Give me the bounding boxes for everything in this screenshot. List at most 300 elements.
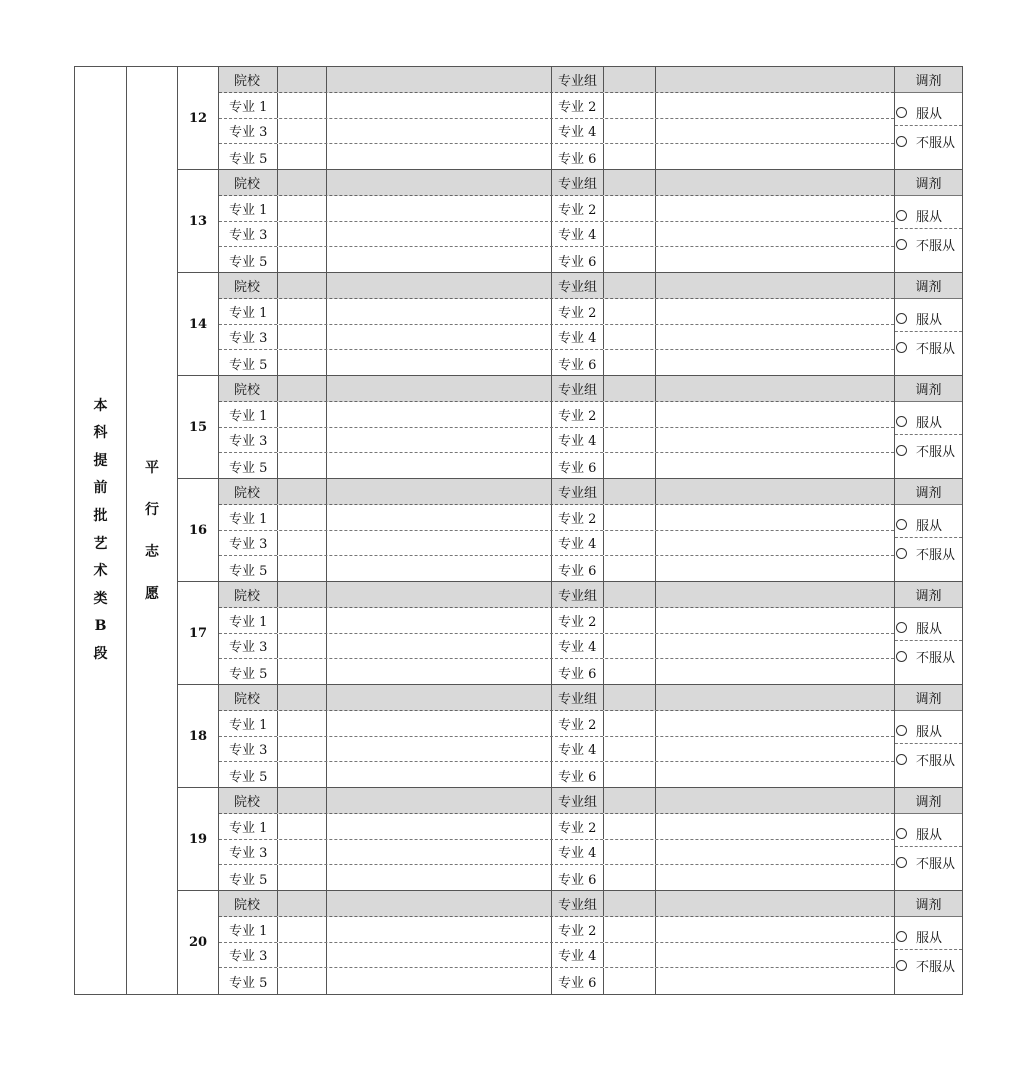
group-code-field[interactable] bbox=[603, 685, 655, 710]
major-name-field[interactable] bbox=[655, 119, 894, 144]
major-label: 专业 1 bbox=[229, 408, 268, 424]
volunteer-block bbox=[178, 685, 962, 788]
major-name-field[interactable] bbox=[655, 350, 894, 376]
major-label: 专业 3 bbox=[229, 846, 268, 862]
group-label: 专业组 bbox=[551, 273, 603, 298]
major-name-field[interactable] bbox=[655, 531, 894, 556]
school-label: 院校 bbox=[234, 382, 261, 398]
obey-label: 服从 bbox=[916, 416, 943, 431]
group-code-field[interactable] bbox=[603, 891, 655, 916]
major-name-field[interactable] bbox=[326, 93, 551, 118]
group-name-field[interactable] bbox=[655, 479, 894, 504]
school-name-field[interactable] bbox=[326, 479, 551, 504]
major-name-field[interactable] bbox=[655, 865, 894, 891]
adjust-column bbox=[894, 376, 962, 478]
school-code-field[interactable] bbox=[277, 479, 326, 504]
major-code-field[interactable] bbox=[277, 247, 326, 273]
vertical-label-char: 艺 bbox=[93, 535, 108, 552]
major-code-field[interactable] bbox=[277, 711, 326, 736]
school-code-field[interactable] bbox=[277, 582, 326, 607]
school-code-field[interactable] bbox=[277, 376, 326, 401]
major-name-field[interactable] bbox=[655, 93, 894, 118]
adjust-column bbox=[894, 582, 962, 684]
major-name-field[interactable] bbox=[326, 917, 551, 942]
major-label: 专业 1 bbox=[229, 99, 268, 115]
group-label: 专业组 bbox=[551, 376, 603, 401]
major-name-field[interactable] bbox=[655, 634, 894, 659]
major-name-field[interactable] bbox=[655, 968, 894, 994]
major-code-field[interactable] bbox=[277, 93, 326, 118]
obey-label: 服从 bbox=[916, 725, 943, 740]
group-label: 专业组 bbox=[551, 479, 603, 504]
major-label: 专业 6 bbox=[551, 350, 603, 376]
block-header-row bbox=[219, 170, 894, 196]
major-name-field[interactable] bbox=[655, 247, 894, 273]
radio-circle-icon[interactable] bbox=[896, 548, 907, 559]
group-code-field[interactable] bbox=[603, 376, 655, 401]
major-name-field[interactable] bbox=[326, 711, 551, 736]
not-obey-label: 不服从 bbox=[916, 238, 956, 254]
block-header-row bbox=[219, 273, 894, 299]
not-obey-option[interactable] bbox=[895, 540, 962, 566]
major-label: 专业 2 bbox=[551, 711, 603, 736]
adjust-header: 调剂 bbox=[895, 170, 962, 196]
vertical-label-char: 类 bbox=[93, 590, 108, 607]
major-code-field[interactable] bbox=[277, 968, 326, 994]
vertical-label-char: 平 bbox=[145, 459, 159, 476]
major-code-field[interactable] bbox=[603, 917, 655, 942]
major-code-field[interactable] bbox=[603, 943, 655, 968]
major-label: 专业 3 bbox=[229, 537, 268, 553]
adjust-header: 调剂 bbox=[895, 376, 962, 402]
major-name-field[interactable] bbox=[326, 428, 551, 453]
school-name-field[interactable] bbox=[326, 582, 551, 607]
not-obey-option[interactable] bbox=[895, 128, 962, 154]
obey-option[interactable] bbox=[895, 203, 962, 229]
adjust-header: 调剂 bbox=[895, 479, 962, 505]
obey-label: 服从 bbox=[916, 107, 943, 122]
radio-circle-icon[interactable] bbox=[896, 960, 907, 971]
radio-circle-icon[interactable] bbox=[896, 342, 907, 353]
major-code-field[interactable] bbox=[603, 711, 655, 736]
major-label: 专业 5 bbox=[229, 357, 268, 373]
major-label: 专业 1 bbox=[229, 820, 268, 836]
radio-circle-icon[interactable] bbox=[896, 828, 907, 839]
group-name-field[interactable] bbox=[655, 273, 894, 298]
major-name-field[interactable] bbox=[326, 556, 551, 582]
major-name-field[interactable] bbox=[655, 196, 894, 221]
adjust-column bbox=[894, 788, 962, 890]
major-code-field[interactable] bbox=[277, 428, 326, 453]
major-name-field[interactable] bbox=[326, 865, 551, 891]
school-name-field[interactable] bbox=[326, 376, 551, 401]
major-name-field[interactable] bbox=[326, 119, 551, 144]
vertical-label-char: 前 bbox=[93, 480, 108, 497]
major-name-field[interactable] bbox=[655, 608, 894, 633]
volunteer-block bbox=[178, 170, 962, 273]
major-label: 专业 6 bbox=[551, 762, 603, 788]
group-code-field[interactable] bbox=[603, 479, 655, 504]
major-code-field[interactable] bbox=[603, 737, 655, 762]
radio-circle-icon[interactable] bbox=[896, 136, 907, 147]
major-code-field[interactable] bbox=[277, 659, 326, 685]
major-name-field[interactable] bbox=[326, 299, 551, 324]
major-label: 专业 1 bbox=[229, 923, 268, 939]
major-name-field[interactable] bbox=[326, 814, 551, 839]
not-obey-label: 不服从 bbox=[916, 650, 956, 666]
obey-label: 服从 bbox=[916, 931, 943, 946]
obey-label: 服从 bbox=[916, 828, 943, 843]
major-code-field[interactable] bbox=[603, 505, 655, 530]
major-row bbox=[219, 556, 894, 582]
major-code-field[interactable] bbox=[277, 737, 326, 762]
major-name-field[interactable] bbox=[326, 659, 551, 685]
major-code-field[interactable] bbox=[277, 917, 326, 942]
school-label: 院校 bbox=[234, 485, 261, 501]
adjust-header: 调剂 bbox=[895, 582, 962, 608]
major-label: 专业 6 bbox=[551, 556, 603, 582]
major-name-field[interactable] bbox=[326, 634, 551, 659]
major-label: 专业 3 bbox=[229, 434, 268, 450]
major-name-field[interactable] bbox=[326, 402, 551, 427]
volunteer-block bbox=[178, 67, 962, 170]
major-name-field[interactable] bbox=[655, 325, 894, 350]
major-row bbox=[219, 428, 894, 454]
major-row bbox=[219, 402, 894, 428]
major-label: 专业 4 bbox=[551, 428, 603, 453]
major-label: 专业 6 bbox=[551, 659, 603, 685]
major-code-field[interactable] bbox=[603, 634, 655, 659]
major-name-field[interactable] bbox=[655, 453, 894, 479]
radio-circle-icon[interactable] bbox=[896, 754, 907, 765]
school-name-field[interactable] bbox=[326, 273, 551, 298]
major-label: 专业 1 bbox=[229, 614, 268, 630]
major-code-field[interactable] bbox=[603, 762, 655, 788]
major-code-field[interactable] bbox=[603, 453, 655, 479]
major-code-field[interactable] bbox=[277, 144, 326, 170]
major-code-field[interactable] bbox=[277, 762, 326, 788]
group-code-field[interactable] bbox=[603, 170, 655, 195]
radio-circle-icon[interactable] bbox=[896, 416, 907, 427]
adjust-header: 调剂 bbox=[895, 67, 962, 93]
major-name-field[interactable] bbox=[655, 814, 894, 839]
major-name-field[interactable] bbox=[655, 840, 894, 865]
major-code-field[interactable] bbox=[277, 556, 326, 582]
major-code-field[interactable] bbox=[603, 608, 655, 633]
group-name-field[interactable] bbox=[655, 170, 894, 195]
major-code-field[interactable] bbox=[603, 196, 655, 221]
school-code-field[interactable] bbox=[277, 891, 326, 916]
obey-option[interactable] bbox=[895, 409, 962, 435]
major-code-field[interactable] bbox=[603, 350, 655, 376]
major-code-field[interactable] bbox=[603, 556, 655, 582]
obey-option[interactable] bbox=[895, 306, 962, 332]
major-name-field[interactable] bbox=[655, 762, 894, 788]
group-label: 专业组 bbox=[551, 891, 603, 916]
school-name-field[interactable] bbox=[326, 788, 551, 813]
major-code-field[interactable] bbox=[603, 814, 655, 839]
major-code-field[interactable] bbox=[277, 531, 326, 556]
major-code-field[interactable] bbox=[603, 402, 655, 427]
major-name-field[interactable] bbox=[326, 608, 551, 633]
major-name-field[interactable] bbox=[326, 247, 551, 273]
major-row bbox=[219, 917, 894, 943]
major-code-field[interactable] bbox=[277, 222, 326, 247]
not-obey-option[interactable] bbox=[895, 849, 962, 875]
group-name-field[interactable] bbox=[655, 788, 894, 813]
vertical-label-char: 段 bbox=[93, 645, 108, 662]
major-name-field[interactable] bbox=[655, 737, 894, 762]
major-name-field[interactable] bbox=[655, 222, 894, 247]
major-label: 专业 5 bbox=[229, 872, 268, 888]
group-name-field[interactable] bbox=[655, 376, 894, 401]
major-row bbox=[219, 299, 894, 325]
major-code-field[interactable] bbox=[603, 531, 655, 556]
major-label: 专业 5 bbox=[229, 975, 268, 991]
obey-option[interactable] bbox=[895, 718, 962, 744]
major-code-field[interactable] bbox=[603, 93, 655, 118]
major-name-field[interactable] bbox=[655, 711, 894, 736]
radio-circle-icon[interactable] bbox=[896, 725, 907, 736]
major-code-field[interactable] bbox=[277, 325, 326, 350]
major-label: 专业 2 bbox=[551, 196, 603, 221]
volunteer-number: 17 bbox=[178, 582, 219, 684]
major-code-field[interactable] bbox=[277, 634, 326, 659]
major-name-field[interactable] bbox=[326, 453, 551, 479]
school-code-field[interactable] bbox=[277, 788, 326, 813]
school-label: 院校 bbox=[234, 691, 261, 707]
major-code-field[interactable] bbox=[277, 453, 326, 479]
radio-circle-icon[interactable] bbox=[896, 651, 907, 662]
major-row bbox=[219, 814, 894, 840]
major-code-field[interactable] bbox=[277, 608, 326, 633]
volunteer-mode-label bbox=[127, 67, 177, 994]
major-row bbox=[219, 711, 894, 737]
school-label: 院校 bbox=[234, 176, 261, 192]
not-obey-label: 不服从 bbox=[916, 547, 956, 563]
major-code-field[interactable] bbox=[277, 943, 326, 968]
school-label: 院校 bbox=[234, 897, 261, 913]
block-header-row bbox=[219, 479, 894, 505]
not-obey-option[interactable] bbox=[895, 231, 962, 257]
major-name-field[interactable] bbox=[326, 762, 551, 788]
school-name-field[interactable] bbox=[326, 685, 551, 710]
major-code-field[interactable] bbox=[603, 840, 655, 865]
major-code-field[interactable] bbox=[277, 865, 326, 891]
volunteer-block bbox=[178, 891, 962, 994]
volunteer-block bbox=[178, 376, 962, 479]
adjust-column bbox=[894, 273, 962, 375]
group-name-field[interactable] bbox=[655, 67, 894, 92]
major-label: 专业 6 bbox=[551, 453, 603, 479]
major-row bbox=[219, 144, 894, 170]
volunteer-number: 14 bbox=[178, 273, 219, 375]
obey-label: 服从 bbox=[916, 313, 943, 328]
major-label: 专业 2 bbox=[551, 299, 603, 324]
group-code-field[interactable] bbox=[603, 788, 655, 813]
major-code-field[interactable] bbox=[603, 325, 655, 350]
major-code-field[interactable] bbox=[603, 659, 655, 685]
school-name-field[interactable] bbox=[326, 67, 551, 92]
radio-circle-icon[interactable] bbox=[896, 313, 907, 324]
major-label: 专业 4 bbox=[551, 531, 603, 556]
major-name-field[interactable] bbox=[326, 840, 551, 865]
major-name-field[interactable] bbox=[326, 943, 551, 968]
school-code-field[interactable] bbox=[277, 67, 326, 92]
group-code-field[interactable] bbox=[603, 273, 655, 298]
adjust-column bbox=[894, 685, 962, 787]
volunteer-number: 18 bbox=[178, 685, 219, 787]
major-name-field[interactable] bbox=[655, 659, 894, 685]
obey-option[interactable] bbox=[895, 924, 962, 950]
vertical-label-char: 本 bbox=[93, 397, 108, 414]
major-row bbox=[219, 762, 894, 788]
not-obey-label: 不服从 bbox=[916, 341, 956, 357]
major-name-field[interactable] bbox=[326, 325, 551, 350]
school-code-field[interactable] bbox=[277, 685, 326, 710]
major-name-field[interactable] bbox=[655, 402, 894, 427]
school-code-field[interactable] bbox=[277, 273, 326, 298]
volunteer-number: 20 bbox=[178, 891, 219, 994]
major-label: 专业 3 bbox=[229, 331, 268, 347]
school-name-field[interactable] bbox=[326, 891, 551, 916]
school-label: 院校 bbox=[234, 794, 261, 810]
obey-option[interactable] bbox=[895, 100, 962, 126]
major-row bbox=[219, 943, 894, 969]
major-label: 专业 4 bbox=[551, 840, 603, 865]
batch-category-label bbox=[75, 67, 126, 994]
major-row bbox=[219, 119, 894, 145]
major-code-field[interactable] bbox=[277, 196, 326, 221]
major-row bbox=[219, 608, 894, 634]
block-header-row bbox=[219, 788, 894, 814]
school-code-field[interactable] bbox=[277, 170, 326, 195]
major-label: 专业 4 bbox=[551, 119, 603, 144]
not-obey-option[interactable] bbox=[895, 952, 962, 978]
major-name-field[interactable] bbox=[655, 144, 894, 170]
radio-circle-icon[interactable] bbox=[896, 210, 907, 221]
major-name-field[interactable] bbox=[655, 556, 894, 582]
major-label: 专业 5 bbox=[229, 151, 268, 167]
major-label: 专业 4 bbox=[551, 634, 603, 659]
vertical-label-char: 提 bbox=[93, 452, 108, 469]
major-label: 专业 4 bbox=[551, 943, 603, 968]
volunteer-number: 13 bbox=[178, 170, 219, 272]
major-name-field[interactable] bbox=[326, 196, 551, 221]
volunteer-block bbox=[178, 273, 962, 376]
school-label: 院校 bbox=[234, 279, 261, 295]
major-row bbox=[219, 968, 894, 994]
radio-circle-icon[interactable] bbox=[896, 445, 907, 456]
major-row bbox=[219, 350, 894, 376]
major-label: 专业 1 bbox=[229, 305, 268, 321]
radio-circle-icon[interactable] bbox=[896, 857, 907, 868]
not-obey-option[interactable] bbox=[895, 643, 962, 669]
major-label: 专业 5 bbox=[229, 666, 268, 682]
vertical-label-char: 愿 bbox=[145, 585, 159, 602]
major-code-field[interactable] bbox=[603, 865, 655, 891]
major-row bbox=[219, 222, 894, 248]
major-code-field[interactable] bbox=[277, 840, 326, 865]
major-code-field[interactable] bbox=[603, 299, 655, 324]
major-name-field[interactable] bbox=[326, 222, 551, 247]
block-header-row bbox=[219, 582, 894, 608]
volunteer-number: 12 bbox=[178, 67, 219, 169]
major-name-field[interactable] bbox=[655, 505, 894, 530]
major-code-field[interactable] bbox=[277, 119, 326, 144]
major-name-field[interactable] bbox=[326, 350, 551, 376]
major-code-field[interactable] bbox=[277, 299, 326, 324]
block-header-row bbox=[219, 376, 894, 402]
volunteer-block bbox=[178, 582, 962, 685]
group-name-field[interactable] bbox=[655, 891, 894, 916]
not-obey-option[interactable] bbox=[895, 746, 962, 772]
major-code-field[interactable] bbox=[603, 144, 655, 170]
major-code-field[interactable] bbox=[603, 968, 655, 994]
major-name-field[interactable] bbox=[326, 505, 551, 530]
group-label: 专业组 bbox=[551, 788, 603, 813]
major-code-field[interactable] bbox=[603, 222, 655, 247]
group-code-field[interactable] bbox=[603, 67, 655, 92]
major-name-field[interactable] bbox=[326, 737, 551, 762]
radio-circle-icon[interactable] bbox=[896, 519, 907, 530]
obey-option[interactable] bbox=[895, 615, 962, 641]
major-code-field[interactable] bbox=[603, 119, 655, 144]
major-code-field[interactable] bbox=[277, 402, 326, 427]
major-name-field[interactable] bbox=[655, 943, 894, 968]
radio-circle-icon[interactable] bbox=[896, 239, 907, 250]
major-code-field[interactable] bbox=[277, 505, 326, 530]
obey-option[interactable] bbox=[895, 512, 962, 538]
major-name-field[interactable] bbox=[655, 428, 894, 453]
radio-circle-icon[interactable] bbox=[896, 622, 907, 633]
major-code-field[interactable] bbox=[277, 350, 326, 376]
group-name-field[interactable] bbox=[655, 685, 894, 710]
major-name-field[interactable] bbox=[326, 144, 551, 170]
major-name-field[interactable] bbox=[655, 917, 894, 942]
major-label: 专业 2 bbox=[551, 505, 603, 530]
major-name-field[interactable] bbox=[655, 299, 894, 324]
radio-circle-icon[interactable] bbox=[896, 107, 907, 118]
not-obey-option[interactable] bbox=[895, 334, 962, 360]
adjust-header: 调剂 bbox=[895, 685, 962, 711]
adjust-header: 调剂 bbox=[895, 273, 962, 299]
obey-option[interactable] bbox=[895, 821, 962, 847]
major-code-field[interactable] bbox=[603, 247, 655, 273]
major-label: 专业 6 bbox=[551, 247, 603, 273]
radio-circle-icon[interactable] bbox=[896, 931, 907, 942]
major-label: 专业 4 bbox=[551, 325, 603, 350]
major-label: 专业 6 bbox=[551, 968, 603, 994]
major-row bbox=[219, 325, 894, 351]
major-label: 专业 5 bbox=[229, 460, 268, 476]
school-name-field[interactable] bbox=[326, 170, 551, 195]
obey-label: 服从 bbox=[916, 519, 943, 534]
group-code-field[interactable] bbox=[603, 582, 655, 607]
major-label: 专业 2 bbox=[551, 917, 603, 942]
major-code-field[interactable] bbox=[603, 428, 655, 453]
not-obey-option[interactable] bbox=[895, 437, 962, 463]
group-label: 专业组 bbox=[551, 582, 603, 607]
major-name-field[interactable] bbox=[326, 968, 551, 994]
major-name-field[interactable] bbox=[326, 531, 551, 556]
major-code-field[interactable] bbox=[277, 814, 326, 839]
major-row bbox=[219, 865, 894, 891]
major-label: 专业 6 bbox=[551, 865, 603, 891]
group-name-field[interactable] bbox=[655, 582, 894, 607]
vertical-label-char: 批 bbox=[93, 507, 108, 524]
major-label: 专业 5 bbox=[229, 563, 268, 579]
